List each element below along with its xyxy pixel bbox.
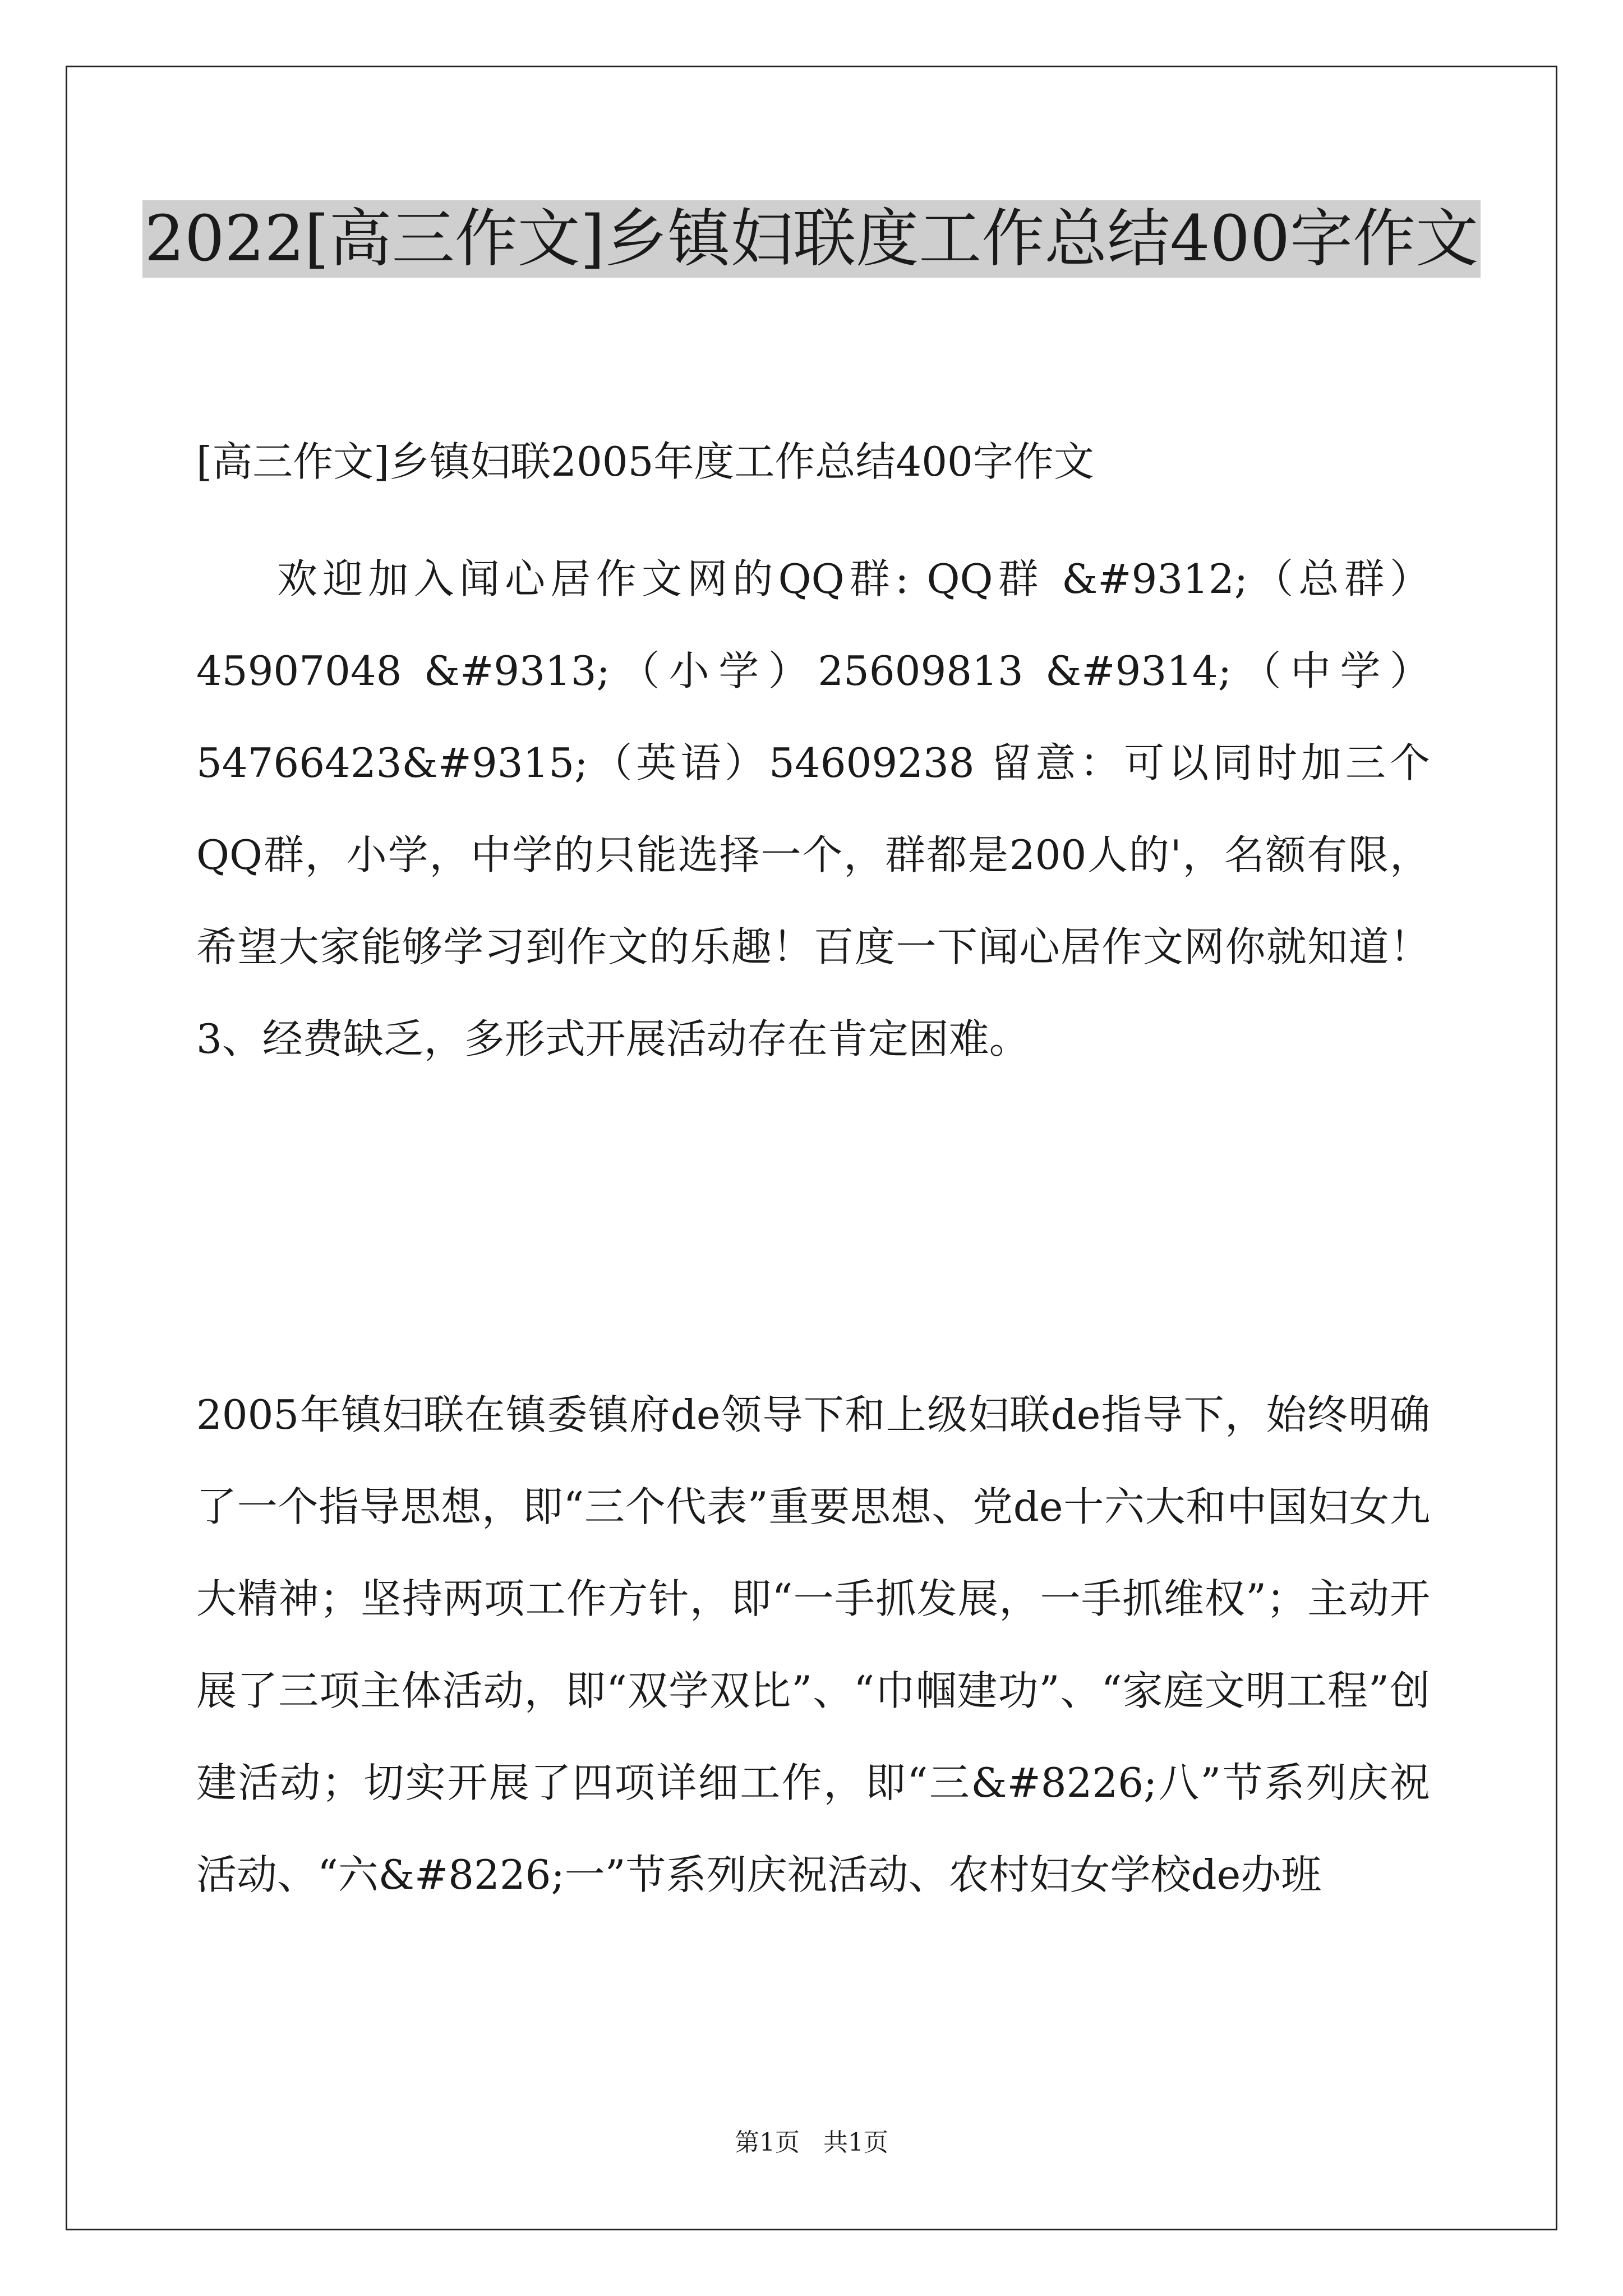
- document-subtitle: [高三作文]乡镇妇联2005年度工作总结400字作文: [196, 438, 1094, 485]
- document-title: [112, 191, 1511, 287]
- paragraph-intro: 欢迎加入闻心居作文网的QQ群: QQ群 &#9312;（总群）45907048 &#9313;（小学）25609813 &#9314;（中学）54766423&#9315;（英语）54609238 留意：可以同时加三个QQ群，小学，中学的只能选择一个，群都是200人的'，名额有限，希望大家能够学习到作文的乐趣！百度一下闻心居作文网你就知道！3、经费缺乏，多形式开展活动存在肯定困难。: [196, 555, 1430, 1062]
- document-title-text: 2022[高三作文]乡镇妇联度工作总结400字作文: [142, 200, 1481, 278]
- paragraph-body: 2005年镇妇联在镇委镇府de领导下和上级妇联de指导下，始终明确了一个指导思想，即“三个代表”重要思想、党de十六大和中国妇女九大精神；坚持两项工作方针，即“一手抓发展，一手抓维权”；主动开展了三项主体活动，即“双学双比”、“巾帼建功”、“家庭文明工程”创建活动；切实开展了四项详细工作，即“三&#8226;八”节系列庆祝活动、“六&#8226;一”节系列庆祝活动、农村妇女学校de办班: [196, 1391, 1430, 1898]
- page-footer: 第1页 共1页: [735, 2128, 888, 2157]
